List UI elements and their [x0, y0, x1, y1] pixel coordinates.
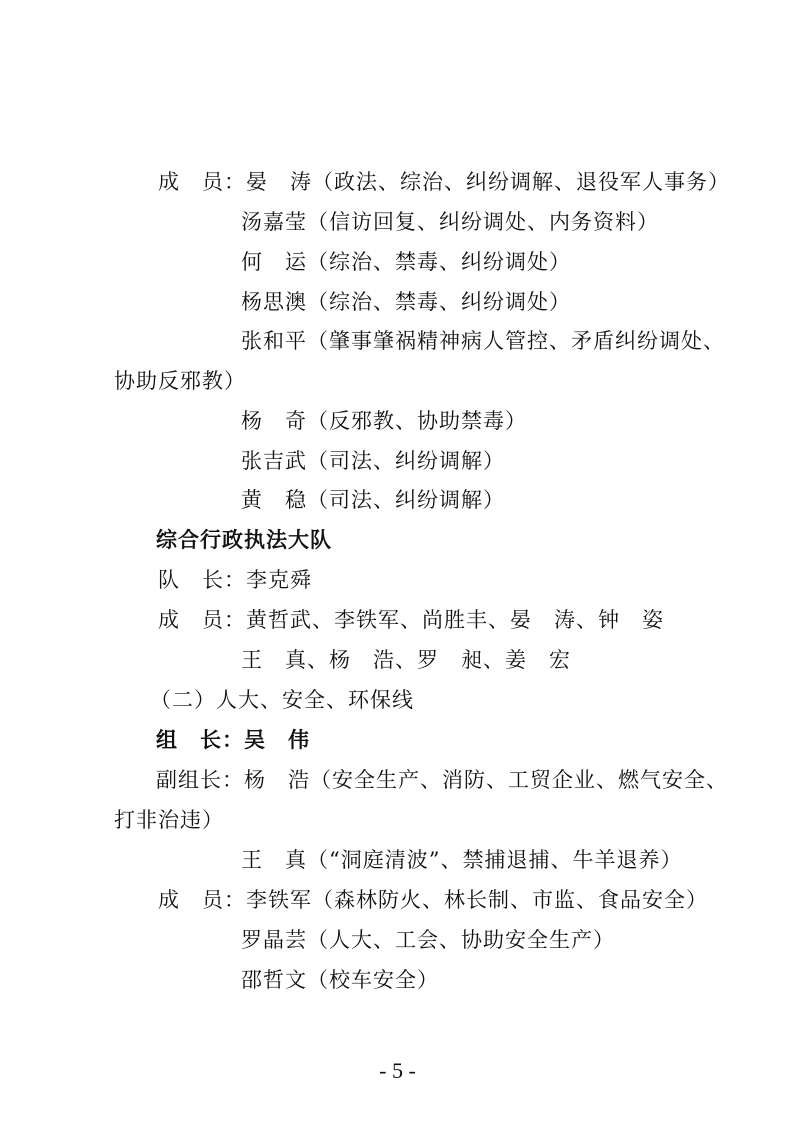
member-line: 张吉武（司法、纠纷调解）: [241, 449, 505, 473]
deputy-leader-line: 副组长：杨 浩（安全生产、消防、工贸企业、燃气安全、: [156, 768, 728, 792]
member-line: 张和平（肇事肇祸精神病人管控、矛盾纠纷调处、: [241, 329, 725, 353]
member-line: 成 员：李铁军（森林防火、林长制、市监、食品安全）: [158, 888, 708, 912]
member-line: 王 真、杨 浩、罗 昶、姜 宏: [241, 648, 571, 672]
member-line: 黄 稳（司法、纠纷调解）: [241, 488, 505, 512]
member-line: 杨思澳（综治、禁毒、纠纷调处）: [241, 290, 571, 314]
member-line: 何 运（综治、禁毒、纠纷调处）: [241, 250, 571, 274]
subsection-heading: （二）人大、安全、环保线: [150, 688, 414, 712]
member-line: 成 员：晏 涛（政法、综治、纠纷调解、退役军人事务）: [158, 170, 730, 194]
member-line: 汤嘉莹（信访回复、纠纷调处、内务资料）: [241, 210, 659, 234]
member-line-continued: 打非治违）: [114, 808, 224, 832]
member-line: 邵哲文（校车安全）: [241, 968, 439, 992]
member-line: 罗晶芸（人大、工会、协助安全生产）: [241, 928, 615, 952]
section-heading: 综合行政执法大队: [156, 528, 332, 552]
page-number: - 5 -: [379, 1058, 416, 1083]
leader-line: 队 长：李克舜: [158, 568, 312, 592]
member-line: 王 真（“洞庭清波”、禁捕退捕、牛羊退养）: [241, 848, 683, 872]
group-leader-line: 组 长：吴 伟: [156, 728, 310, 752]
member-line-continued: 协助反邪教）: [114, 369, 246, 393]
member-line: 成 员：黄哲武、李铁军、尚胜丰、晏 涛、钟 姿: [158, 608, 664, 632]
member-line: 杨 奇（反邪教、协助禁毒）: [241, 409, 527, 433]
